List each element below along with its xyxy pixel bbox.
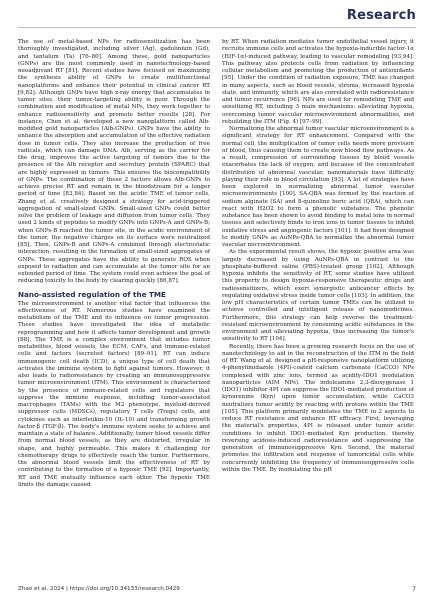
body-paragraph: The use of metal-based NPs for radiosensitization has been thoroughly investigated, including silver (Ag), gadolinium (Gd), and tantalum (Ta) [76–80]. Among these, gold nanoparticles (GNPs) are the most commonly used in nanotechnology-based neoadjuvant RT [81]. Recent studies have focused on maximizing the synthesis ability of GNPs to create multifunctional nanoplatforms and enhance their potential in clinical cancer RT [9,82]. Although GNPs have high x-ray energy that accumulates in tumor sites, their tumor-targeting ability is poor. Through the combination and modification of metal NPs, they work together to enhance radiosensitivity and promote better results [28]. For instance, Chen et al. developed a new nanoplatform called Alb-modified gold nanoparticles (Alb-GNPs). GNPs have the ability to enhance the absorption and accumulation of the effective radiation dose in tumor cells. They also increase the production of free radicals, which can damage DNA. Alb, serving as the carrier for the drug, improves the active targeting of tumors due to the presence of the Alb receptor and secretory protein (SPARC) that are highly expressed in tumors. This ensures the biocompatibility of GNPs. The combination of these 2 factors allows Alb-GNPs to achieve precise RT and remain in the bloodstream for a longer period of time [83,84]. Based on the acidic TME of tumor cells, Zhang et al. creatively designed a strategy for acid-triggered aggregation of small-sized GNPs. Small-sized GNPs could better solve the problem of leakage and diffusion from tumor cells. They used 2 kinds of peptides to modify GNPs into GNPs-A and GNPs-B; when GNPs-B reached the tumor site, in the acidic environment of the tumor, the negative charges on its surface were neutralized [85]. Then, GNPs-B and GNPs-A combined through electrostatic interaction, resulting in the formation of small-sized aggregates of GNPs. These aggregates have the ability to generate ROS when exposed to radiation and can accumulate at the tumor site for an extended period of time. The system could even achieve the goal of reducing toxicity to the body by clearing quickly [86,87].: [18, 39, 210, 285]
body-paragraph: by RT. When radiation mediates tumor endothelial vessel injury, it recruits immune cells and activates the hypoxia-inducible factor-1α (HIF-1α)-induced pathway, leading to vascular remodeling [93,94]. This pathway also protects cells from radiation by influencing cellular metabolism and promoting the production of antioxidants [95]. Under the condition of radiation exposure, TME has changed in many aspects, such as blood vessels, stroma, increased hypoxia state, and immunity, which are also correlated with radioresistance and tumor recurrence [96]. NPs are used for remodeling TME and sensitizing RT, including 3 main mechanisms: alleviating hypoxia, overcoming tumor vascular microenvironment abnormalities, and rebuilding the ITM (Fig. 4) [97–99].: [222, 39, 414, 125]
body-paragraph: Normalizing the abnormal tumor vascular microenvironment is a significant strategy for RT enhancement. Compared with the normal cell, the multiplication of tumor cells needs more provision of blood, thus causing them to create new blood flow pathways. As a result, compression of surrounding tissues by blood vessels exacerbates the lack of oxygen, and because of the concentrated distribution of abnormal vascular, nanomaterials have difficulty playing their role in blood circulation [93]. A lot of strategies have been explored in normalizing abnormal tumor vascular microenvironments [100]. SA-QBA was formed by the reaction of sodium alginate (SA) and 8-quinoline boric acid (QBA), which can react with H2O2 to form a phenolic substance. The phenolic substance has been shown to avoid binding to metal ions in normal tissues and selectively binds to iron ions in tumor tissues to inhibit oxidative stress and angiogenic factors [101]. It had been designed to modify GNPs as AuNPs-QBA to normalize the abnormal tumor vascular microenvironment.: [222, 126, 414, 248]
right-column: [222, 39, 414, 474]
article-body: [18, 39, 414, 569]
body-paragraph: As the experimental result shows, the hypoxic positive area was largely decreased by using AuNPs-QBA in contrast to the phosphate-buffered saline (PBS)-treated group [102]. Although hypoxia inhibits the sensitivity of RT, some studies have utilized this property to design hypoxia-responsive therapeutic drugs and radiosensitizers, which exert synergistic anticancer effects by regulating oxidative stress inside tumor cells [103]. In addition, the low pH characteristics of certain tumor TMEs can be utilized to achieve controlled and intelligent release of nanomedicines. Furthermore, this strategy can help reverse the treatment-resistant microenvironment by consuming acidic substances in the environment and alleviating hypoxia, thus increasing the tumor's sensitivity to RT [104].: [222, 249, 414, 343]
header-divider: [18, 27, 416, 28]
section-heading: Nano-assisted regulation of the TME: [18, 289, 166, 299]
citation-link[interactable]: Zhao et al. 2024 | https://doi.org/10.34133/research.0429: [18, 586, 180, 592]
journal-section-label: Research: [346, 8, 416, 23]
page-number: 7: [412, 586, 416, 593]
body-paragraph: The microenvironment is another vital factor that influences the effectiveness of RT. Numerous studies have examined the metabolism of the TME and its influence on tumor progression. These studies have investigated the idea of metabolic reprogramming and how it affects tumor development and growth [88]. The TME is a complex environment that includes tumor metabolites, blood vessels, the ECM, CAFs, and immune-related cells and factors (secreted factors) [89–91]. RT can induce immunogenic cell death (ICD), a unique type of cell death that activates the immune system to fight against tumors. However, it also leads to radioresistance by creating an immunosuppressive tumor microenvironment (ITM). This environment is characterized by the presence of immune-related cells and regulators that suppress the immune response, including tumor-associated macrophages (TAMs) with the M2 phenotype, myeloid-derived suppressor cells (MDSCs), regulatory T cells (Tregs) cells, and cytokines such as interleukin-10 (IL-10) and transforming growth factor-β (TGF-β). The body's immune system seeks to achieve and maintain a state of balance. Additionally, tumor blood vessels differ from normal blood vessels, as they are distorted, irregular in shape, and highly permeable. This makes it challenging for chemotherapy drugs to effectively reach the tumor. Furthermore, the abnormal blood vessels limit the effectiveness of RT by contributing to the formation of a hypoxic TME [92]. Importantly, RT and TME mutually influence each other. The hypoxic TME limits the damage caused: [18, 300, 210, 488]
page-footer: [18, 586, 416, 596]
left-column: [18, 39, 210, 489]
body-paragraph: Recently, there has been a growing research focus on the use of nanotechnology to aid in the reconstruction of the ITM in the field of RT. Wang et al. designed a pH-responsive nanoplatform utilizing 4-phenylimidazole (4PI)-coated calcium carbonate (CaCO3) NPs complexed with zinc ions, termed as acidity-IDO1 modulation nanoparticles (AIM NPs). The indoleamine 2,3-dioxygenase 1 (IDO1) inhibitor 4PI can suppress the IDO1-mediated production of kynurenine (Kyn) upon tumor accumulation, while CaCO3 neutralizes tumor acidity by reacting with protons within the TME [105]. This platform primarily modulates the TME in 2 aspects to reduce RT resistance and enhance RT efficacy. First, leveraging the material's properties, 4PI is released under tumor acidic conditions to inhibit IDO1-mediated Kyn production, thereby reversing acidosis-induced radioresistance and suppressing the generation of immunosuppressive Kyn. Second, the material promotes the infiltration and response of tumoricidal cells while concurrently inhibiting the frequency of immunosuppressive cells within the TME. By modulating the pH: [222, 343, 414, 473]
